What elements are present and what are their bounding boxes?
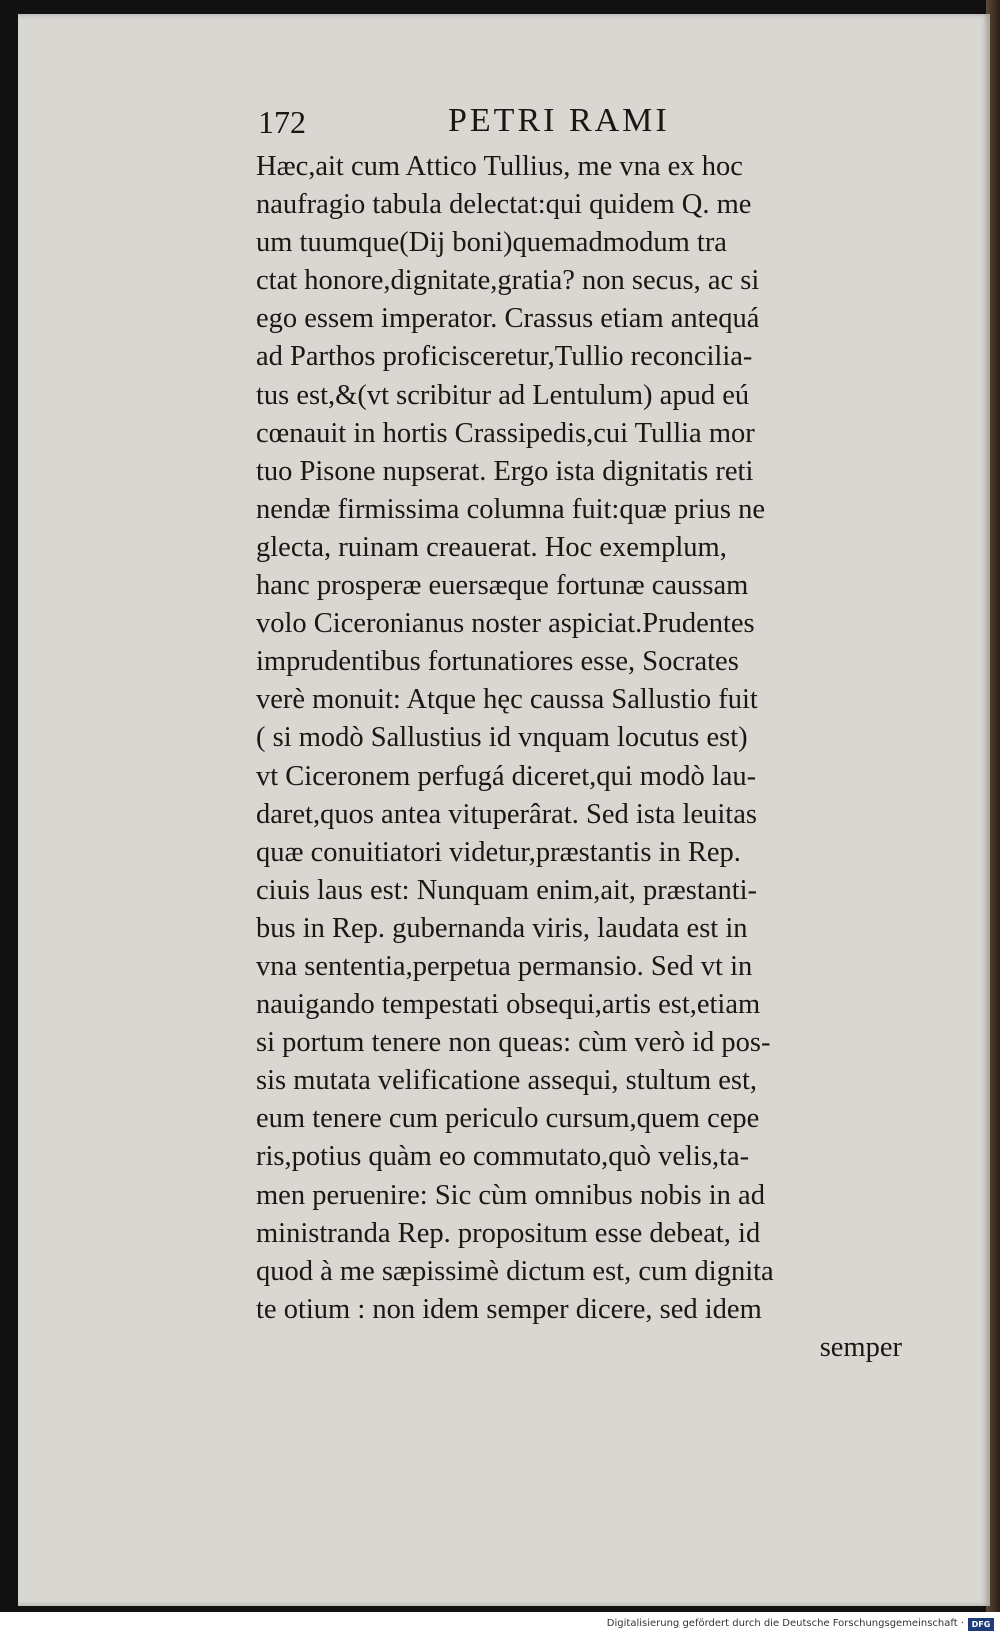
text-line: tus est,&(vt scribitur ad Lentulum) apud eú [256, 379, 750, 411]
text-line: imprudentibus fortunatiores esse, Socrates [256, 646, 739, 678]
text-line: men peruenire: Sic cùm omnibus nobis in ad [256, 1179, 765, 1211]
text-line: quod à me sæpissimè dictum est, cum dignita [256, 1255, 774, 1287]
funding-credit: Digitalisierung gefördert durch die Deutsche Forschungsgemeinschaft · [606, 1618, 964, 1629]
text-line: volo Ciceronianus noster aspiciat.Prudentes [256, 608, 755, 640]
text-line: cœnauit in hortis Crassipedis,cui Tullia mor [256, 417, 755, 449]
text-line: bus in Rep. gubernanda viris, laudata est in [256, 912, 748, 944]
text-line: nendæ firmissima columna fuit:quæ prius ne [256, 493, 765, 525]
text-line: ris,potius quàm eo commutato,quò velis,ta- [256, 1141, 750, 1173]
text-line: ctat honore,dignitate,gratia? non secus, ac si [256, 265, 760, 297]
text-line: um tuumque(Dij boni)quemadmodum tra [256, 227, 727, 259]
text-line: ( si modò Sallustius id vnquam locutus est) [256, 722, 748, 754]
running-head: PETRI RAMI [448, 102, 670, 139]
dfg-logo: DFG [968, 1618, 994, 1631]
text-line: naufragio tabula delectat:qui quidem Q. me [256, 189, 752, 221]
text-line: sis mutata velificatione assequi, stultum est, [256, 1065, 758, 1097]
page-header [258, 98, 718, 146]
text-line: ego essem imperator. Crassus etiam antequá [256, 303, 760, 335]
text-line: tuo Pisone nupserat. Ergo ista dignitatis reti [256, 455, 754, 487]
text-line: glecta, ruinam creauerat. Hoc exemplum, [256, 531, 727, 563]
text-line: daret,quos antea vituperârat. Sed ista leuitas [256, 798, 757, 830]
text-line: ministranda Rep. propositum esse debeat, id [256, 1217, 761, 1249]
text-line: quæ conuitiatori videtur,præstantis in Rep. [256, 836, 741, 868]
text-line: si portum tenere non queas: cùm verò id pos- [256, 1027, 771, 1059]
text-line: vt Ciceronem perfugá diceret,qui modò lau- [256, 760, 757, 792]
text-line: ciuis laus est: Nunquam enim,ait, præstanti- [256, 874, 758, 906]
footer-bar [0, 1616, 1000, 1637]
text-line: vna sententia,perpetua permansio. Sed vt in [256, 950, 753, 982]
page-number: 172 [258, 104, 306, 140]
text-line: nauigando tempestati obsequi,artis est,etiam [256, 989, 761, 1021]
text-line: hanc prosperæ euersæque fortunæ caussam [256, 570, 749, 602]
text-line: Hæc,ait cum Attico Tullius, me vna ex hoc [256, 151, 743, 182]
body-text [256, 148, 906, 1367]
text-line: ad Parthos proficisceretur,Tullio reconcilia- [256, 341, 753, 373]
text-line: te otium : non idem semper dicere, sed idem [256, 1293, 762, 1325]
catchword: semper [819, 1331, 902, 1363]
text-line: eum tenere cum periculo cursum,quem cepe [256, 1103, 760, 1135]
text-line: verè monuit: Atque hęc caussa Sallustio fuit [256, 684, 758, 716]
